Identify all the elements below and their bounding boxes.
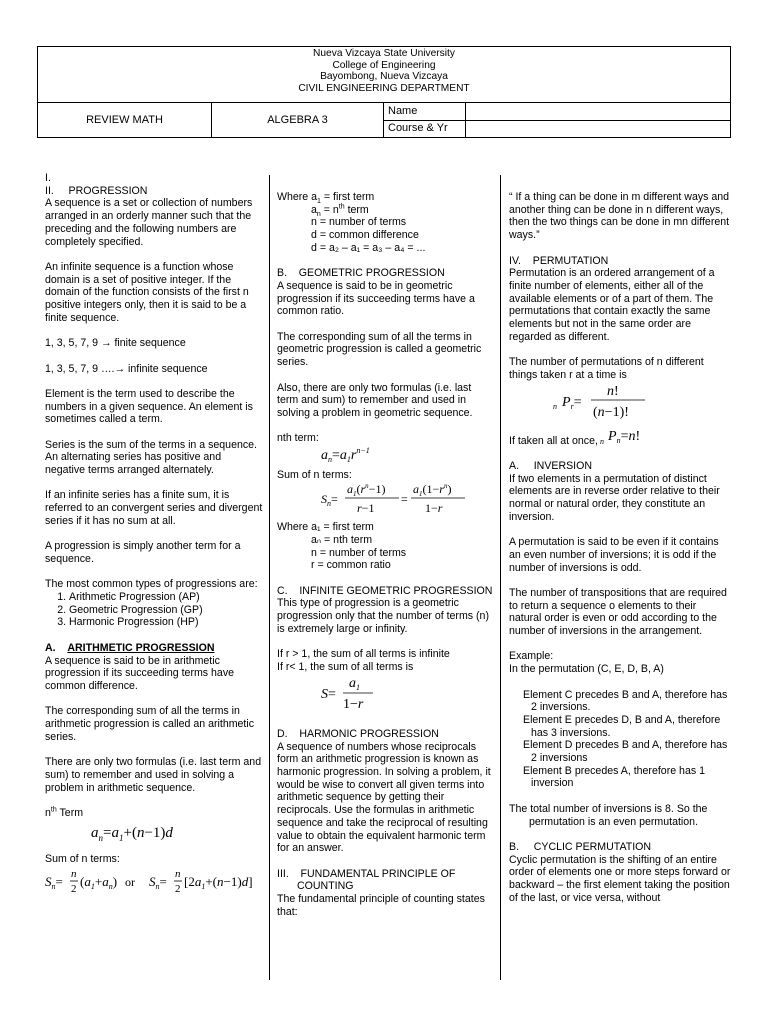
formula-label: Sum of n terms: xyxy=(277,468,352,481)
subsection-heading: B. CYCLIC PERMUTATION xyxy=(509,840,652,853)
college-name: College of Engineering xyxy=(332,59,436,71)
example-line: 1, 3, 5, 7, 9 ….→ infinite sequence xyxy=(45,362,208,375)
paragraph: There are only two formulas (i.e. last term and sum) to remember and used in solving a problem in arithmetic sequence. xyxy=(45,756,262,794)
svg-text:Sn=: $S_n=$ xyxy=(321,492,338,509)
student-fields xyxy=(384,103,730,137)
all-at-once-line xyxy=(509,427,731,447)
subsection-letter: A. xyxy=(45,641,56,654)
formula-graphic xyxy=(91,822,201,842)
svg-text:a1(1−rn): $a_1(1-r^n)$ xyxy=(413,482,452,499)
paragraph: If r > 1, the sum of all terms is infinite xyxy=(277,648,450,661)
svg-text:2: 2 xyxy=(175,883,181,896)
section-heading: III. FUNDAMENTAL PRINCIPLE OF COUNTING xyxy=(277,867,459,893)
definition-line: n = number of terms xyxy=(311,546,407,559)
paragraph: If an infinite series has a finite sum, it is referred to an convergent series and divergent series if it has no sum at all. xyxy=(45,489,263,527)
infinite-sum-formula xyxy=(277,674,495,716)
formula-graphic xyxy=(321,445,421,465)
gp-sum-formula xyxy=(277,481,495,521)
nth-term-formula xyxy=(45,822,263,846)
svg-text:=: = xyxy=(401,492,408,507)
sum-formula xyxy=(45,866,263,900)
svg-text:or: or xyxy=(125,875,135,890)
column-3 xyxy=(509,191,731,904)
gp-nth-term-formula xyxy=(277,445,495,469)
example-item: Element B precedes A, therefore has 1 inversion xyxy=(523,764,705,790)
example-label: Example: xyxy=(509,650,554,663)
progression-types-list xyxy=(45,591,263,629)
formula-label: nth term: xyxy=(277,432,319,445)
paragraph: Element is the term used to describe the numbers in a given sequence. An element is sometimes called a term. xyxy=(45,387,253,426)
section-heading: II. PROGRESSION xyxy=(45,184,148,197)
column-divider xyxy=(500,175,501,980)
location: Bayombong, Nueva Vizcaya xyxy=(320,71,448,82)
paragraph: A progression is simply another term for a sequence. xyxy=(45,540,241,565)
svg-text:Sn=: $S_n=$ xyxy=(45,874,63,892)
paragraph: The corresponding sum of all the terms in geometric progression is called a geometric series. xyxy=(277,330,482,369)
course-row xyxy=(384,121,730,138)
subsection-heading: C. INFINITE GEOMETRIC PROGRESSION xyxy=(277,584,493,597)
svg-text:n: n xyxy=(175,868,181,881)
institution-block xyxy=(38,47,730,103)
svg-text:an=a1rn−1: $a_n=a_1r^{n-1}$ xyxy=(321,446,370,464)
formula-graphic xyxy=(553,382,663,422)
document-header xyxy=(37,46,731,138)
course-label: Course & Yr xyxy=(384,121,466,138)
column-2 xyxy=(277,191,495,918)
svg-text:n: n xyxy=(599,437,604,447)
example-item: Element C precedes B and A, therefore has 2 inversions. xyxy=(523,688,728,714)
svg-text:n: n xyxy=(71,868,77,881)
svg-text:a1(rn−1): $a_1(r^n-1)$ xyxy=(347,482,386,499)
name-field[interactable] xyxy=(466,103,730,120)
paragraph: The most common types of progressions are: xyxy=(45,578,258,591)
definition-line: Where a₁ = first term xyxy=(277,521,374,534)
svg-text:1−r: 1−r xyxy=(343,696,364,712)
formula-graphic xyxy=(45,866,261,896)
paragraph: Series is the sum of the terms in a sequence. An alternating series has positive and negative terms arranged alternately. xyxy=(45,438,257,477)
subsection-heading: A. INVERSION xyxy=(509,459,593,472)
svg-text:n!: n! xyxy=(607,383,619,399)
paragraph: Permutation is an ordered arrangement of a finite number of elements, either all of the available elements or of a part of them. The permutations that contain exactly the same elements but not in the same order are regarded as different. xyxy=(509,267,715,343)
paragraph: An infinite sequence is a function whose domain is a set of positive integer. If the domain of the function consists of the first n positive integers only, then it is said to be a finite sequence. xyxy=(45,260,249,324)
paragraph: The corresponding sum of all the terms in arithmetic progression is called an arithmetic series. xyxy=(45,705,255,743)
svg-text:a1: $a_1$ xyxy=(349,675,360,692)
paragraph: If two elements in a permutation of distinct elements are in reverse order relative to their normal or natural order, they constitute an inversion. xyxy=(509,472,720,523)
course-field[interactable] xyxy=(466,121,730,138)
paragraph: The fundamental principle of counting states that: xyxy=(277,893,485,918)
topic-cell: ALGEBRA 3 xyxy=(212,103,384,137)
paragraph: The number of permutations of n different things taken r at a time is xyxy=(509,356,704,381)
paragraph: Also, there are only two formulas (i.e. last term and sum) to remember and used in solving a problem in geometric sequence. xyxy=(277,381,473,419)
name-label: Name xyxy=(384,103,466,120)
subsection-heading: D. HARMONIC PROGRESSION xyxy=(277,727,439,740)
list-item: 1. Arithmetic Progression (AP) xyxy=(69,591,263,604)
svg-text:Pr=: $P_r=$ xyxy=(562,394,582,411)
paragraph: If taken all at once, xyxy=(509,434,598,447)
definition-line: d = common difference xyxy=(311,229,419,242)
svg-text:2: 2 xyxy=(71,883,77,896)
example-line: 1, 3, 5, 7, 9 → finite sequence xyxy=(45,337,186,350)
definition-line: Where $a_1$ = first term xyxy=(277,191,375,206)
quote-paragraph: “ If a thing can be done in m different ways and another thing can be done in n different ways, then the two things can be done in mn different ways.” xyxy=(509,191,730,242)
formula-label: Sum of n terms: xyxy=(45,853,120,866)
list-item: 2. Geometric Progression (GP) xyxy=(69,604,263,617)
definition-line: d = a₂ – a₁ = a₃ – a₄ = ... xyxy=(311,241,426,254)
svg-text:S=: S= xyxy=(321,686,336,702)
paragraph: A sequence is said to be in arithmetic progression if its succeeding terms have common difference. xyxy=(45,654,235,692)
subject-cell: REVIEW MATH xyxy=(38,103,212,137)
formula-graphic xyxy=(321,674,421,712)
formula-graphic xyxy=(600,427,660,447)
example-item: Element E precedes D, B and A, therefore has 3 inversions. xyxy=(523,713,721,739)
definition-line: r = common ratio xyxy=(311,559,391,572)
svg-text:an=a1+(n−1)d: $a_n=a_1+(n-1)d$ xyxy=(91,824,173,842)
paragraph: A sequence is a set or collection of numbers arranged in an orderly manner such that the preceding and the following numbers are completely specified. xyxy=(45,197,253,248)
example-item: Element D precedes B and A, therefore has 2 inversions xyxy=(523,739,728,765)
svg-text:[2a1+(n−1)d]: $[2a_1+(n-1)d]$ xyxy=(184,874,253,892)
svg-text:(a1+an): $(a_1+a_n)$ xyxy=(80,874,118,892)
column-1 xyxy=(45,172,263,900)
paragraph: The number of transpositions that are required to return a sequence o elements to their natural order is even or odd according to the number of inversions in the arrangement. xyxy=(509,586,727,638)
paragraph: In the permutation (C, E, D, B, A) xyxy=(509,663,664,676)
paragraph: A permutation is said to be even if it contains an even number of inversions; it is odd if the number of inversions is odd. xyxy=(509,536,719,574)
definition-line: n = number of terms xyxy=(311,216,407,229)
section-heading: IV. PERMUTATION xyxy=(509,254,609,267)
paragraph: The total number of inversions is 8. So the permutation is an even permutation. xyxy=(509,802,708,828)
formula-label: $n^{th}$ Term xyxy=(45,806,84,819)
svg-text:Sn=: $S_n=$ xyxy=(149,874,167,892)
svg-text:r−1: r−1 xyxy=(357,501,375,516)
list-item: 3. Harmonic Progression (HP) xyxy=(69,616,263,629)
svg-text:(n−1)!: (n−1)! xyxy=(593,404,629,420)
svg-text:n: n xyxy=(553,401,557,411)
paragraph: If r< 1, the sum of all terms is xyxy=(277,660,414,673)
column-divider xyxy=(269,175,270,980)
subsection-heading: B. GEOMETRIC PROGRESSION xyxy=(277,267,445,280)
paragraph: A sequence of numbers whose reciprocals form an arithmetic progression is known as harmonic progression. In solving a problem, it would be wise to convert all given terms into arithmetic sequence by getting their reciprocals. Use the formulas in arithmetic sequence and take the reciprocal of resulting value to obtain the equivalent harmonic term for an answer. xyxy=(277,740,491,855)
paragraph: This type of progression is a geometric progression only that the number of terms (n) is extremely large or infinity. xyxy=(277,597,489,635)
svg-text:Pn=n!: $P_n=n$! xyxy=(607,429,641,446)
formula-graphic xyxy=(321,481,491,517)
header-info-row xyxy=(38,103,730,137)
university-name: Nueva Vizcaya State University xyxy=(313,48,455,59)
paragraph: A sequence is said to be in geometric progression if its succeeding terms have a common ratio. xyxy=(277,279,475,318)
svg-text:1−r: 1−r xyxy=(425,501,443,516)
subsection-title: ARITHMETIC PROGRESSION xyxy=(67,641,215,654)
definition-line: aₙ = nth term xyxy=(311,533,373,546)
section-number: I. xyxy=(45,172,51,184)
name-row xyxy=(384,103,730,121)
permutation-formula xyxy=(509,382,731,426)
paragraph: Cyclic permutation is the shifting of an entire order of elements one or more steps forward or backward – the first element taking the position of the last, or vice versa, without xyxy=(509,853,731,904)
definition-line: $a_n = n^{th}$ term xyxy=(311,203,369,218)
subsection-heading xyxy=(45,642,263,655)
department-name: CIVIL ENGINEERING DEPARTMENT xyxy=(298,82,470,94)
